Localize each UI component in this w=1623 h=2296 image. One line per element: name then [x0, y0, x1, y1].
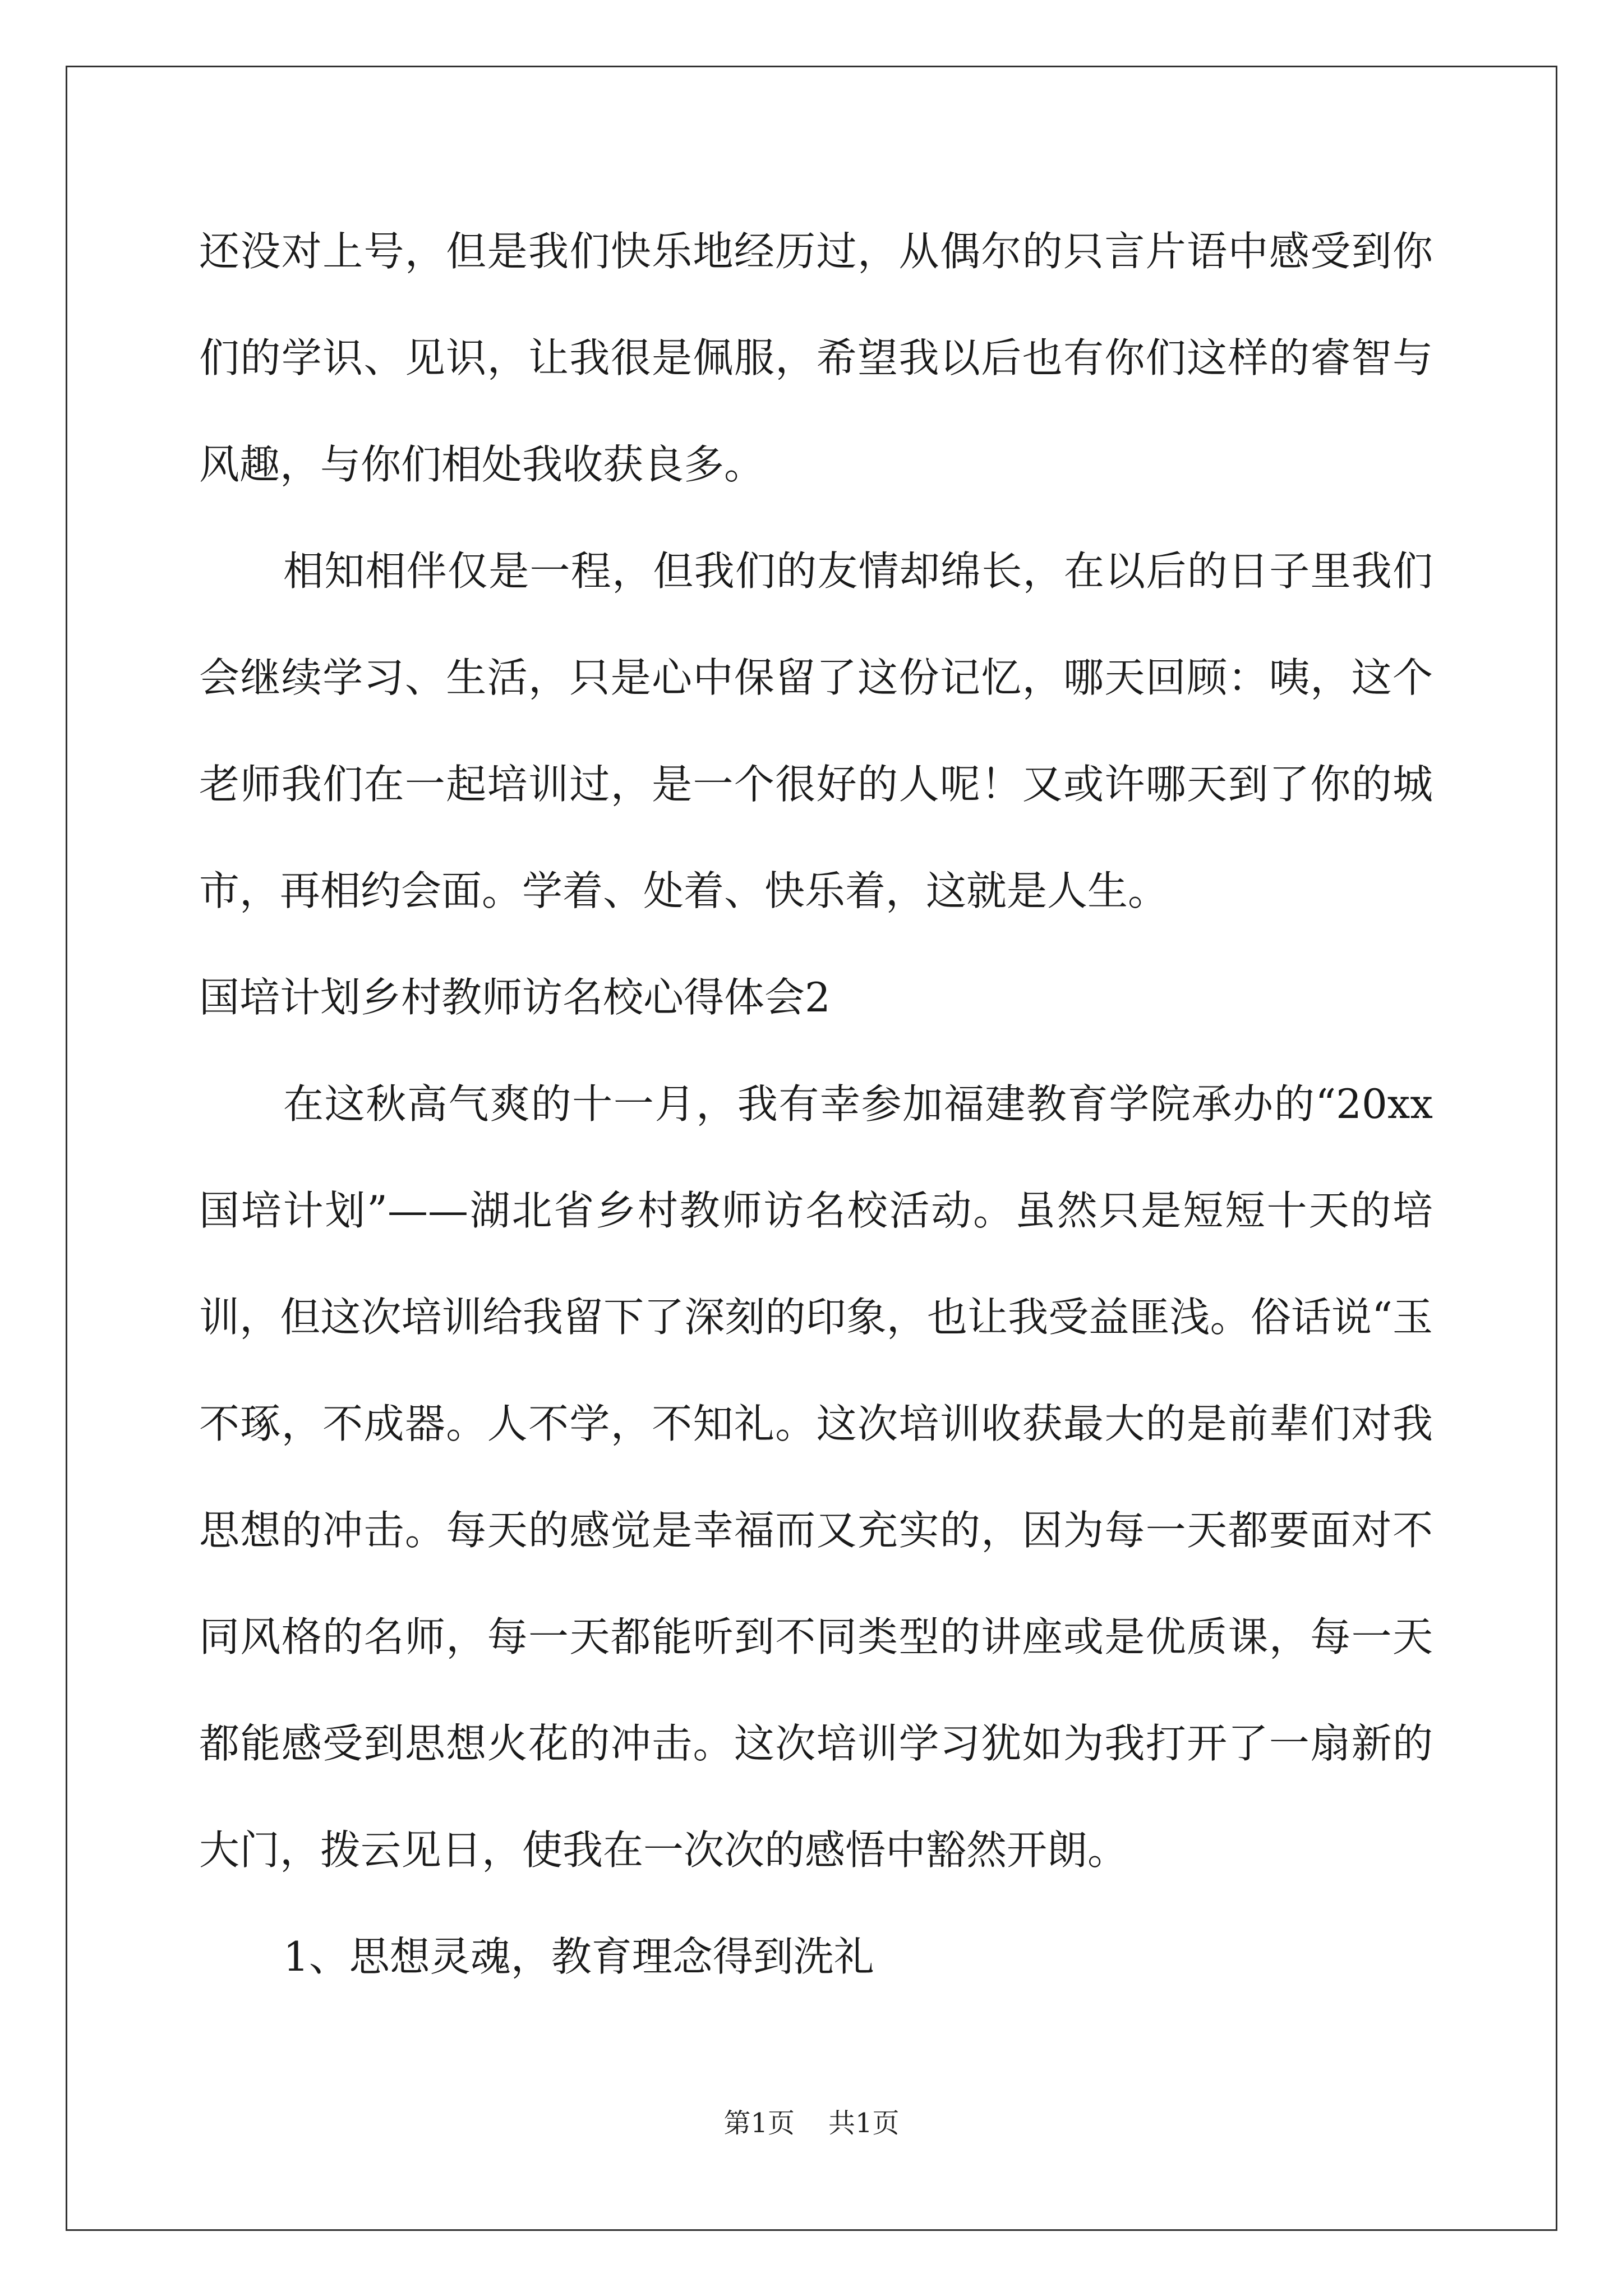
text-line: 还没对上号，但是我们快乐地经历过，从偶尔的只言片语中感受到你 [199, 228, 1433, 275]
text-line: 会继续学习、生活，只是心中保留了这份记忆，哪天回顾：咦，这个 [199, 654, 1433, 701]
paragraph-first-line: 在这秋高气爽的十一月，我有幸参加福建教育学院承办的“20xx [283, 1080, 1433, 1128]
text-line: 大门，拨云见日，使我在一次次的感悟中豁然开朗。 [199, 1826, 1128, 1874]
list-item-heading: 1、思想灵魂，教育理念得到洗礼 [283, 1933, 874, 1980]
page-total: 共1页 [828, 2108, 900, 2139]
page-border [66, 66, 1557, 2231]
text-line: 老师我们在一起培训过，是一个很好的人呢！又或许哪天到了你的城 [199, 761, 1433, 808]
text-line: 都能感受到思想火花的冲击。这次培训学习犹如为我打开了一扇新的 [199, 1720, 1433, 1767]
text-line: 不琢，不成器。人不学，不知礼。这次培训收获最大的是前辈们对我 [199, 1400, 1433, 1447]
text-line: 训，但这次培训给我留下了深刻的印象，也让我受益匪浅。俗话说“玉 [199, 1294, 1433, 1341]
paragraph-first-line: 相知相伴仅是一程，但我们的友情却绵长，在以后的日子里我们 [283, 547, 1433, 595]
text-line: 市，再相约会面。学着、处着、快乐着，这就是人生。 [199, 867, 1169, 914]
page-footer [0, 2106, 1623, 2140]
text-line: 思想的冲击。每天的感觉是幸福而又充实的，因为每一天都要面对不 [199, 1507, 1433, 1554]
text-line: 们的学识、见识，让我很是佩服，希望我以后也有你们这样的睿智与 [199, 334, 1433, 381]
text-line: 国培计划”——湖北省乡村教师访名校活动。虽然只是短短十天的培 [199, 1187, 1433, 1234]
section-heading: 国培计划乡村教师访名校心得体会2 [199, 974, 831, 1021]
page-number: 第1页 [723, 2108, 795, 2139]
text-line: 风趣，与你们相处我收获良多。 [199, 441, 765, 488]
text-line: 同风格的名师，每一天都能听到不同类型的讲座或是优质课，每一天 [199, 1613, 1433, 1660]
